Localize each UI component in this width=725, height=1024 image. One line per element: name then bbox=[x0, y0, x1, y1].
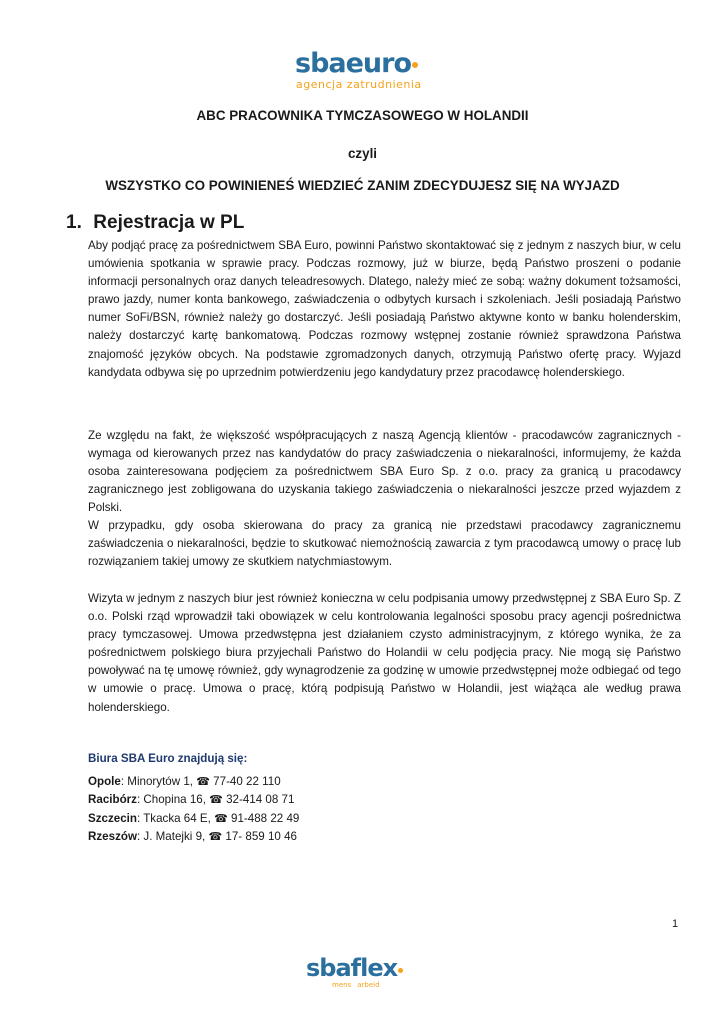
document-tagline: WSZYSTKO CO POWINIENEŚ WIEDZIEĆ ZANIM ZDECYDUJESZ SIĘ NA WYJAZD bbox=[105, 178, 620, 193]
office-phone: 17- 859 10 46 bbox=[222, 829, 297, 843]
office-city: Opole bbox=[88, 775, 121, 789]
office-phone: 77-40 22 110 bbox=[209, 775, 281, 789]
office-address: : Minorytów 1, bbox=[120, 775, 197, 789]
document-title: ABC PRACOWNIKA TYMCZASOWEGO W HOLANDII bbox=[196, 108, 529, 123]
phone-icon: ☎ bbox=[214, 812, 228, 825]
office-city: Rzeszów bbox=[88, 829, 137, 843]
office-address: : Tkacka 64 E, bbox=[136, 811, 215, 825]
logo-tagline: agencja zatrudnienia bbox=[296, 78, 422, 91]
phone-icon: ☎ bbox=[209, 794, 223, 807]
office-phone: 32-414 08 71 bbox=[222, 793, 295, 807]
office-address: : J. Matejki 9, bbox=[136, 829, 209, 843]
sbaflex-logo bbox=[306, 955, 416, 995]
logo-brand-text: sbaeuro bbox=[295, 50, 445, 78]
office-city: Szczecin bbox=[88, 811, 137, 825]
section-number: 1. bbox=[66, 212, 82, 233]
office-item bbox=[88, 828, 299, 846]
paragraph-consequences: W przypadku, gdy osoba skierowana do pracy za granicą nie przedstawi pracodawcy zagranicznemu zaświadczenia o niekaralności, będzie to skutkować niemożnością zawarcia z tym pracodawcą umowy o pracę lub rozwiązaniem takiej umowy ze skutkiem natychmiastowym. bbox=[88, 519, 681, 569]
logo-dot-icon bbox=[398, 968, 403, 973]
sbaeuro-logo bbox=[295, 50, 445, 96]
phone-icon: ☎ bbox=[208, 830, 223, 843]
office-item bbox=[88, 810, 299, 828]
offices-heading: Biura SBA Euro znajdują się: bbox=[88, 752, 248, 765]
section-heading bbox=[66, 212, 244, 234]
offices-list bbox=[88, 750, 299, 846]
office-phone: 91-488 22 49 bbox=[227, 811, 300, 825]
page-number: 1 bbox=[672, 918, 679, 930]
document-subtitle: czyli bbox=[347, 146, 378, 161]
phone-icon: ☎ bbox=[196, 776, 210, 789]
logo-tagline: mens arbeid bbox=[332, 981, 380, 989]
office-city: Racibórz bbox=[88, 793, 137, 807]
paragraph-preliminary-contract: Wizyta w jednym z naszych biur jest również konieczna w celu podpisania umowy przedwstępnej z SBA Euro Sp. Z o.o. Polski rząd wprowadził taki obowiązek w celu kontrolowania legalności sposobu pracy agencji pośrednictwa pracy tymczasowej. Umowa przedwstępna jest działaniem czysto administracyjnym, z którego wynika, że za pośrednictwem polskiego biura przyjechali Państwo do Holandii w celu podjęcia pracy. Nie mogą się Państwo powoływać na tę umowę również, gdy wynagrodzenie za godzinę w umowie przedwstępnej może odbiegać od tego w umowie o pracę. Umowa o pracę, którą podpisują Państwo w Holandii, jest wiążąca ale według prawa holenderskiego. bbox=[88, 592, 681, 714]
logo-dot-icon bbox=[412, 62, 418, 68]
logo-brand-text: sbaflex bbox=[306, 955, 416, 981]
office-item bbox=[88, 773, 299, 791]
paragraph-registration: Aby podjąć pracę za pośrednictwem SBA Euro, powinni Państwo skontaktować się z jednym z naszych biur, w celu umówienia spotkania w sprawie pracy. Podczas rozmowy, już w biurze, będą Państwo proszeni o podanie informacji personalnych oraz danych teleadresowych. Dlatego, należy mieć ze sobą: ważny dokument tożsamości, prawo jazdy, numer konta bankowego, zaświadczenia o odbytych kursach i szkoleniach. Jeśli posiadają Państwo numer SoFi/BSN, również należy go dostarczyć. Jeśli posiadają Państwo aktywne konto w banku holenderskim, należy dostarczyć kartę bankomatową. Podczas rozmowy wstępnej zostanie również sprawdzona Państwa znajomość języków obcych. Na podstawie zgromadzonych danych, otrzymują Państwo ofertę pracy. Wyjazd kandydata odbywa się po uprzednim potwierdzeniu jego kandydatury przez pracodawcę holenderskiego. bbox=[88, 239, 681, 379]
paragraph-criminal-record: Ze względu na fakt, że większość współpracujących z naszą Agencją klientów - pracodawców zagranicznych - wymaga od kierowanych przez nas kandydatów do pracy zaświadczenia o niekaralności, informujemy, że każda osoba zainteresowana podjęciem za pośrednictwem SBA Euro Sp. z o.o. pracy za granicą u pracodawcy zagranicznego jest zobligowana do uzyskania takiego zaświadczenia o niekaralności jeszcze przed wyjazdem z Polski. bbox=[88, 429, 681, 515]
section-title-text: Rejestracja w PL bbox=[93, 212, 245, 233]
office-item bbox=[88, 791, 299, 809]
office-address: : Chopina 16, bbox=[136, 793, 210, 807]
